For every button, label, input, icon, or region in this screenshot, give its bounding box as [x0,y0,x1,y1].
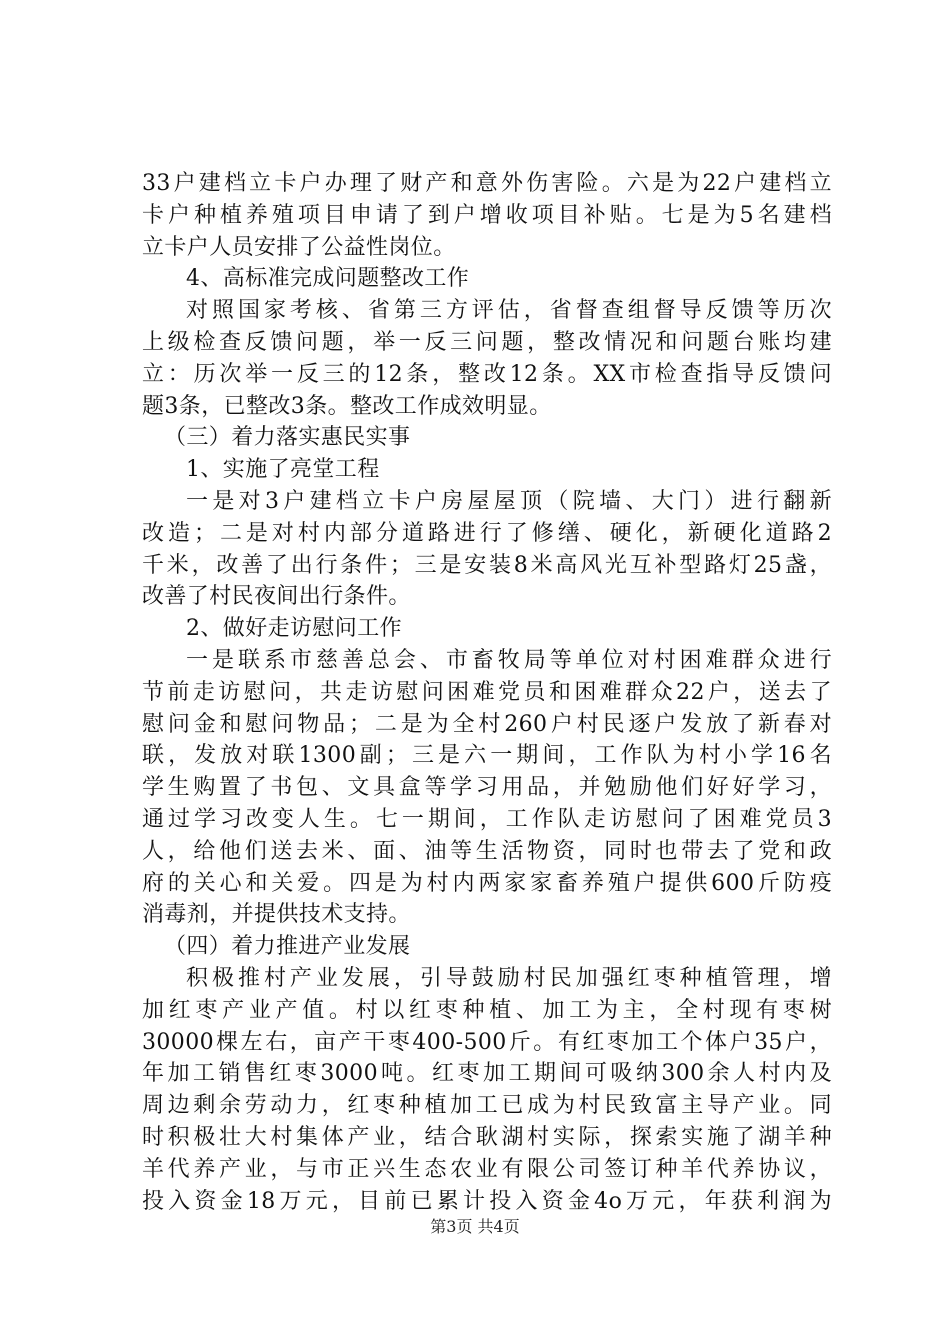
text-line: 30000棵左右，亩产干枣400-500斤。有红枣加工个体户35户， [142,1029,832,1055]
text-line: 府的关心和关爱。四是为村内两家家畜养殖户提供600斤防疫 [142,870,832,896]
text-line: 4、高标准完成问题整改工作 [186,266,470,292]
text-line: 2、做好走访慰问工作 [186,616,402,642]
text-line: 一是联系市慈善总会、市畜牧局等单位对村困难群众进行 [186,647,832,673]
document-body [142,168,832,1217]
text-line: 改善了村民夜间出行条件。 [142,584,411,610]
text-line: 学生购置了书包、文具盒等学习用品，并勉励他们好好学习， [142,775,832,801]
text-line: 积极推村产业发展，引导鼓励村民加强红枣种植管理，增 [186,965,832,991]
text-line: 人，给他们送去米、面、油等生活物资，同时也带去了党和政 [142,838,832,864]
text-line: 消毒剂，并提供技术支持。 [142,902,411,928]
text-line: 上级检查反馈问题，举一反三问题，整改情况和问题台账均建 [142,329,832,355]
text-line: （四）着力推进产业发展 [164,934,411,960]
text-line: 投入资金18万元，目前已累计投入资金4o万元，年获利润为 [142,1188,832,1214]
text-line: （三）着力落实惠民实事 [164,425,411,451]
text-line: 节前走访慰问，共走访慰问困难党员和困难群众22户，送去了 [142,679,832,705]
text-line: 对照国家考核、省第三方评估，省督查组督导反馈等历次 [186,298,832,324]
text-line: 羊代养产业，与市正兴生态农业有限公司签订种羊代养协议， [142,1156,832,1182]
text-line: 加红枣产业产值。村以红枣种植、加工为主，全村现有枣树 [142,997,832,1023]
text-line: 立：历次举一反三的12条，整改12条。XX市检查指导反馈问 [142,361,832,387]
text-line: 周边剩余劳动力，红枣种植加工已成为村民致富主导产业。同 [142,1093,832,1119]
page-footer: 第3页 共4页 [430,1217,520,1236]
text-line: 联，发放对联1300副；三是六一期间，工作队为村小学16名 [142,743,832,769]
text-line: 33户建档立卡户办理了财产和意外伤害险。六是为22户建档立 [142,171,832,196]
text-line: 时积极壮大村集体产业，结合耿湖村实际，探索实施了湖羊种 [142,1124,832,1150]
text-line: 立卡户人员安排了公益性岗位。 [142,234,456,260]
text-line: 题3条，已整改3条。整改工作成效明显。 [142,393,552,419]
text-line: 通过学习改变人生。七一期间，工作队走访慰问了困难党员3 [142,806,832,832]
text-line: 卡户种植养殖项目申请了到户增收项目补贴。七是为5名建档 [142,202,832,228]
text-line: 1、实施了亮堂工程 [186,457,380,483]
text-line: 一是对3户建档立卡户房屋屋顶（院墙、大门）进行翻新 [186,488,832,514]
text-line: 年加工销售红枣3000吨。红枣加工期间可吸纳300余人村内及 [142,1061,832,1087]
text-line: 千米，改善了出行条件；三是安装8米高风光互补型路灯25盏， [142,552,832,578]
text-line: 慰问金和慰问物品；二是为全村260户村民逐户发放了新春对 [142,711,832,737]
text-line: 改造；二是对村内部分道路进行了修缮、硬化，新硬化道路2 [142,520,832,546]
